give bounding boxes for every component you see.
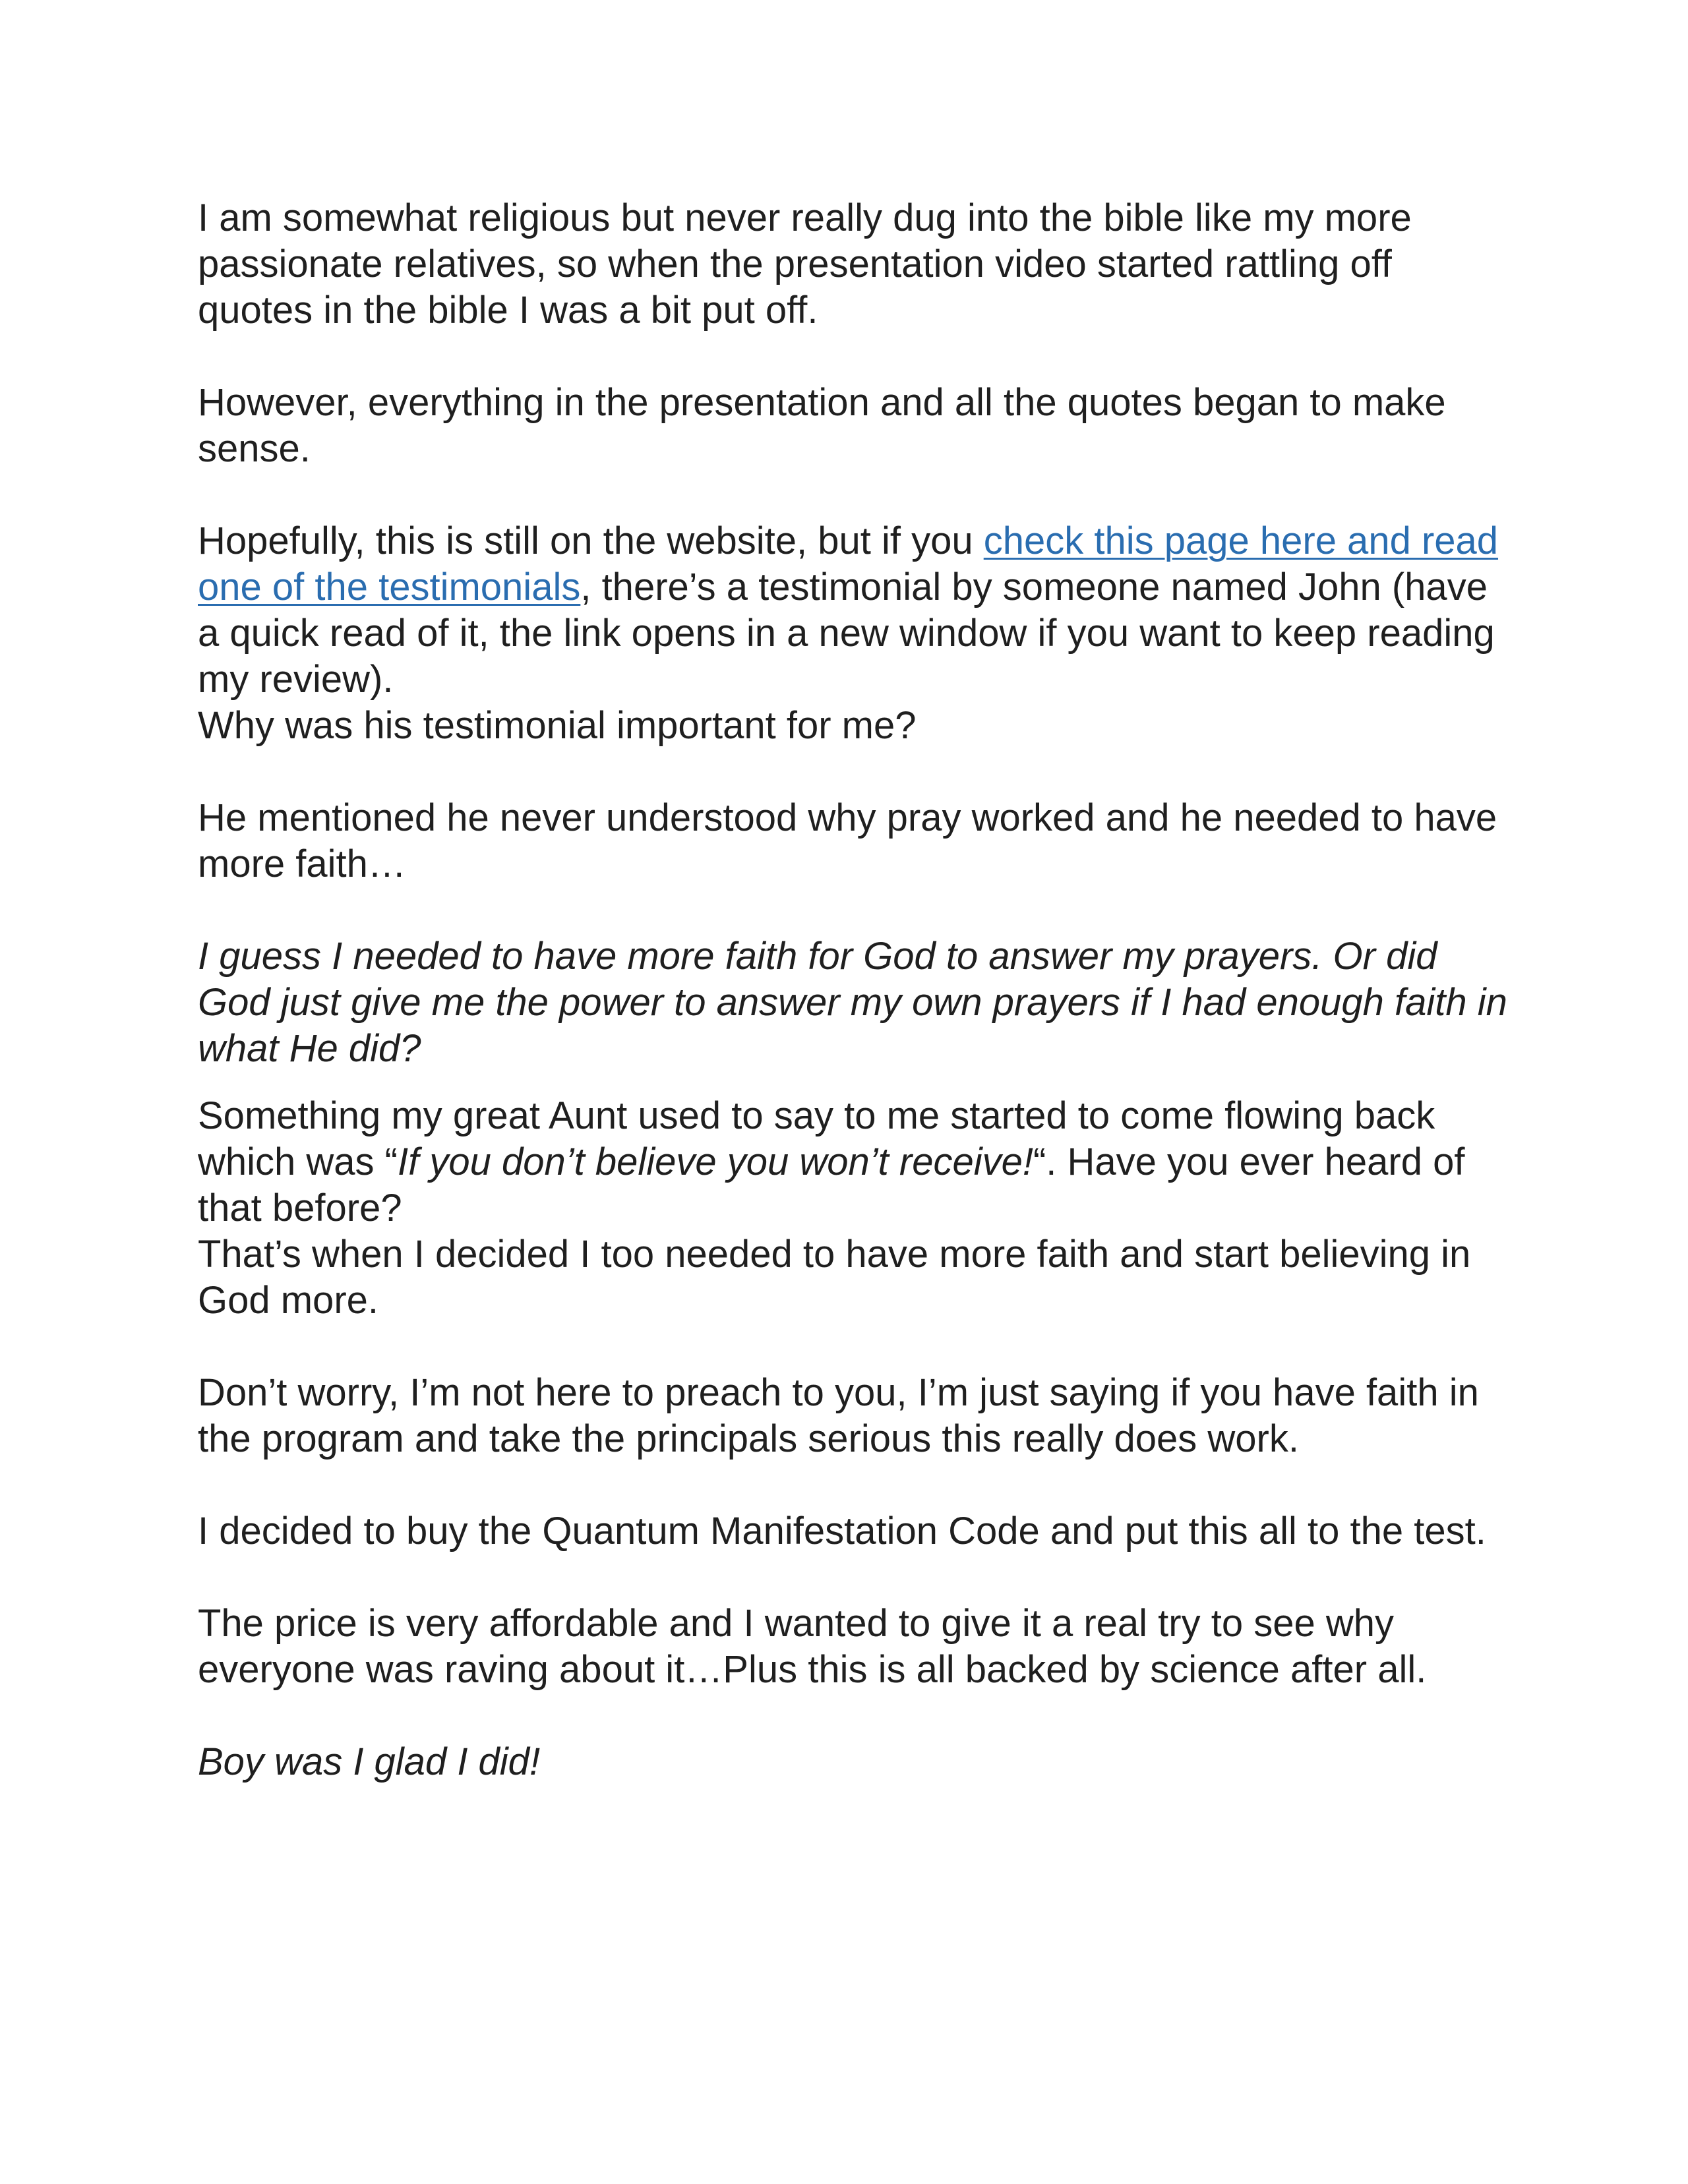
paragraph-sense: However, everything in the presentation and all the quotes began to make sense.	[198, 381, 1446, 470]
paragraph-glad: Boy was I glad I did!	[198, 1740, 541, 1783]
paragraph-intro: I am somewhat religious but never really dug into the bible like my more passionate relatives, so when the presentation video started rattling off quotes in the bible I was a bit put off.	[198, 196, 1412, 332]
paragraph-decided-faith: That’s when I decided I too needed to have more faith and start believing in God more.	[198, 1233, 1471, 1322]
paragraph-gap	[198, 472, 1510, 518]
paragraph-aunt-saying	[198, 1093, 1510, 1231]
paragraph-testimonial-lead: Hopefully, this is still on the website, but if you	[198, 519, 984, 562]
paragraph-dont-worry: Don’t worry, I’m not here to preach to you, I’m just saying if you have faith in the program and take the principals serious this really does work.	[198, 1371, 1479, 1460]
paragraph-gap	[198, 749, 1510, 795]
paragraph-testimonial-tail: , there’s a testimonial by someone named John (have a quick read of it, the link opens in a new window if you want to keep reading my review).	[198, 566, 1495, 701]
paragraph-aunt-lead: Something my great Aunt used to say to me started to come flowing back which was “	[198, 1094, 1435, 1183]
paragraph-gap	[198, 1554, 1510, 1601]
paragraph-testimonial	[198, 518, 1510, 703]
aunt-quote: If you don’t believe you won’t receive!	[397, 1140, 1033, 1183]
paragraph-why-important: Why was his testimonial important for me?	[198, 704, 917, 747]
document-page	[198, 195, 1510, 1785]
italic-quote: I guess I needed to have more faith for God to answer my prayers. Or did God just give me the power to answer my own prayers if I had enough faith in what He did?	[198, 935, 1507, 1070]
paragraph-price: The price is very affordable and I wanted to give it a real try to see why everyone was raving about it…Plus this is all backed by science after all.	[198, 1602, 1427, 1691]
testimonials-link[interactable]: check this page here and read one of the testimonials	[198, 519, 1499, 608]
paragraph-aunt-tail: “. Have you ever heard of that before?	[198, 1140, 1465, 1229]
paragraph-gap	[198, 1462, 1510, 1508]
paragraph-gap	[198, 1693, 1510, 1739]
paragraph-gap	[198, 887, 1510, 933]
paragraph-gap	[198, 1072, 1510, 1093]
paragraph-gap	[198, 334, 1510, 380]
paragraph-decided-buy: I decided to buy the Quantum Manifestation Code and put this all to the test.	[198, 1510, 1486, 1552]
paragraph-gap	[198, 1324, 1510, 1370]
paragraph-more-faith: He mentioned he never understood why pray worked and he needed to have more faith…	[198, 796, 1497, 885]
